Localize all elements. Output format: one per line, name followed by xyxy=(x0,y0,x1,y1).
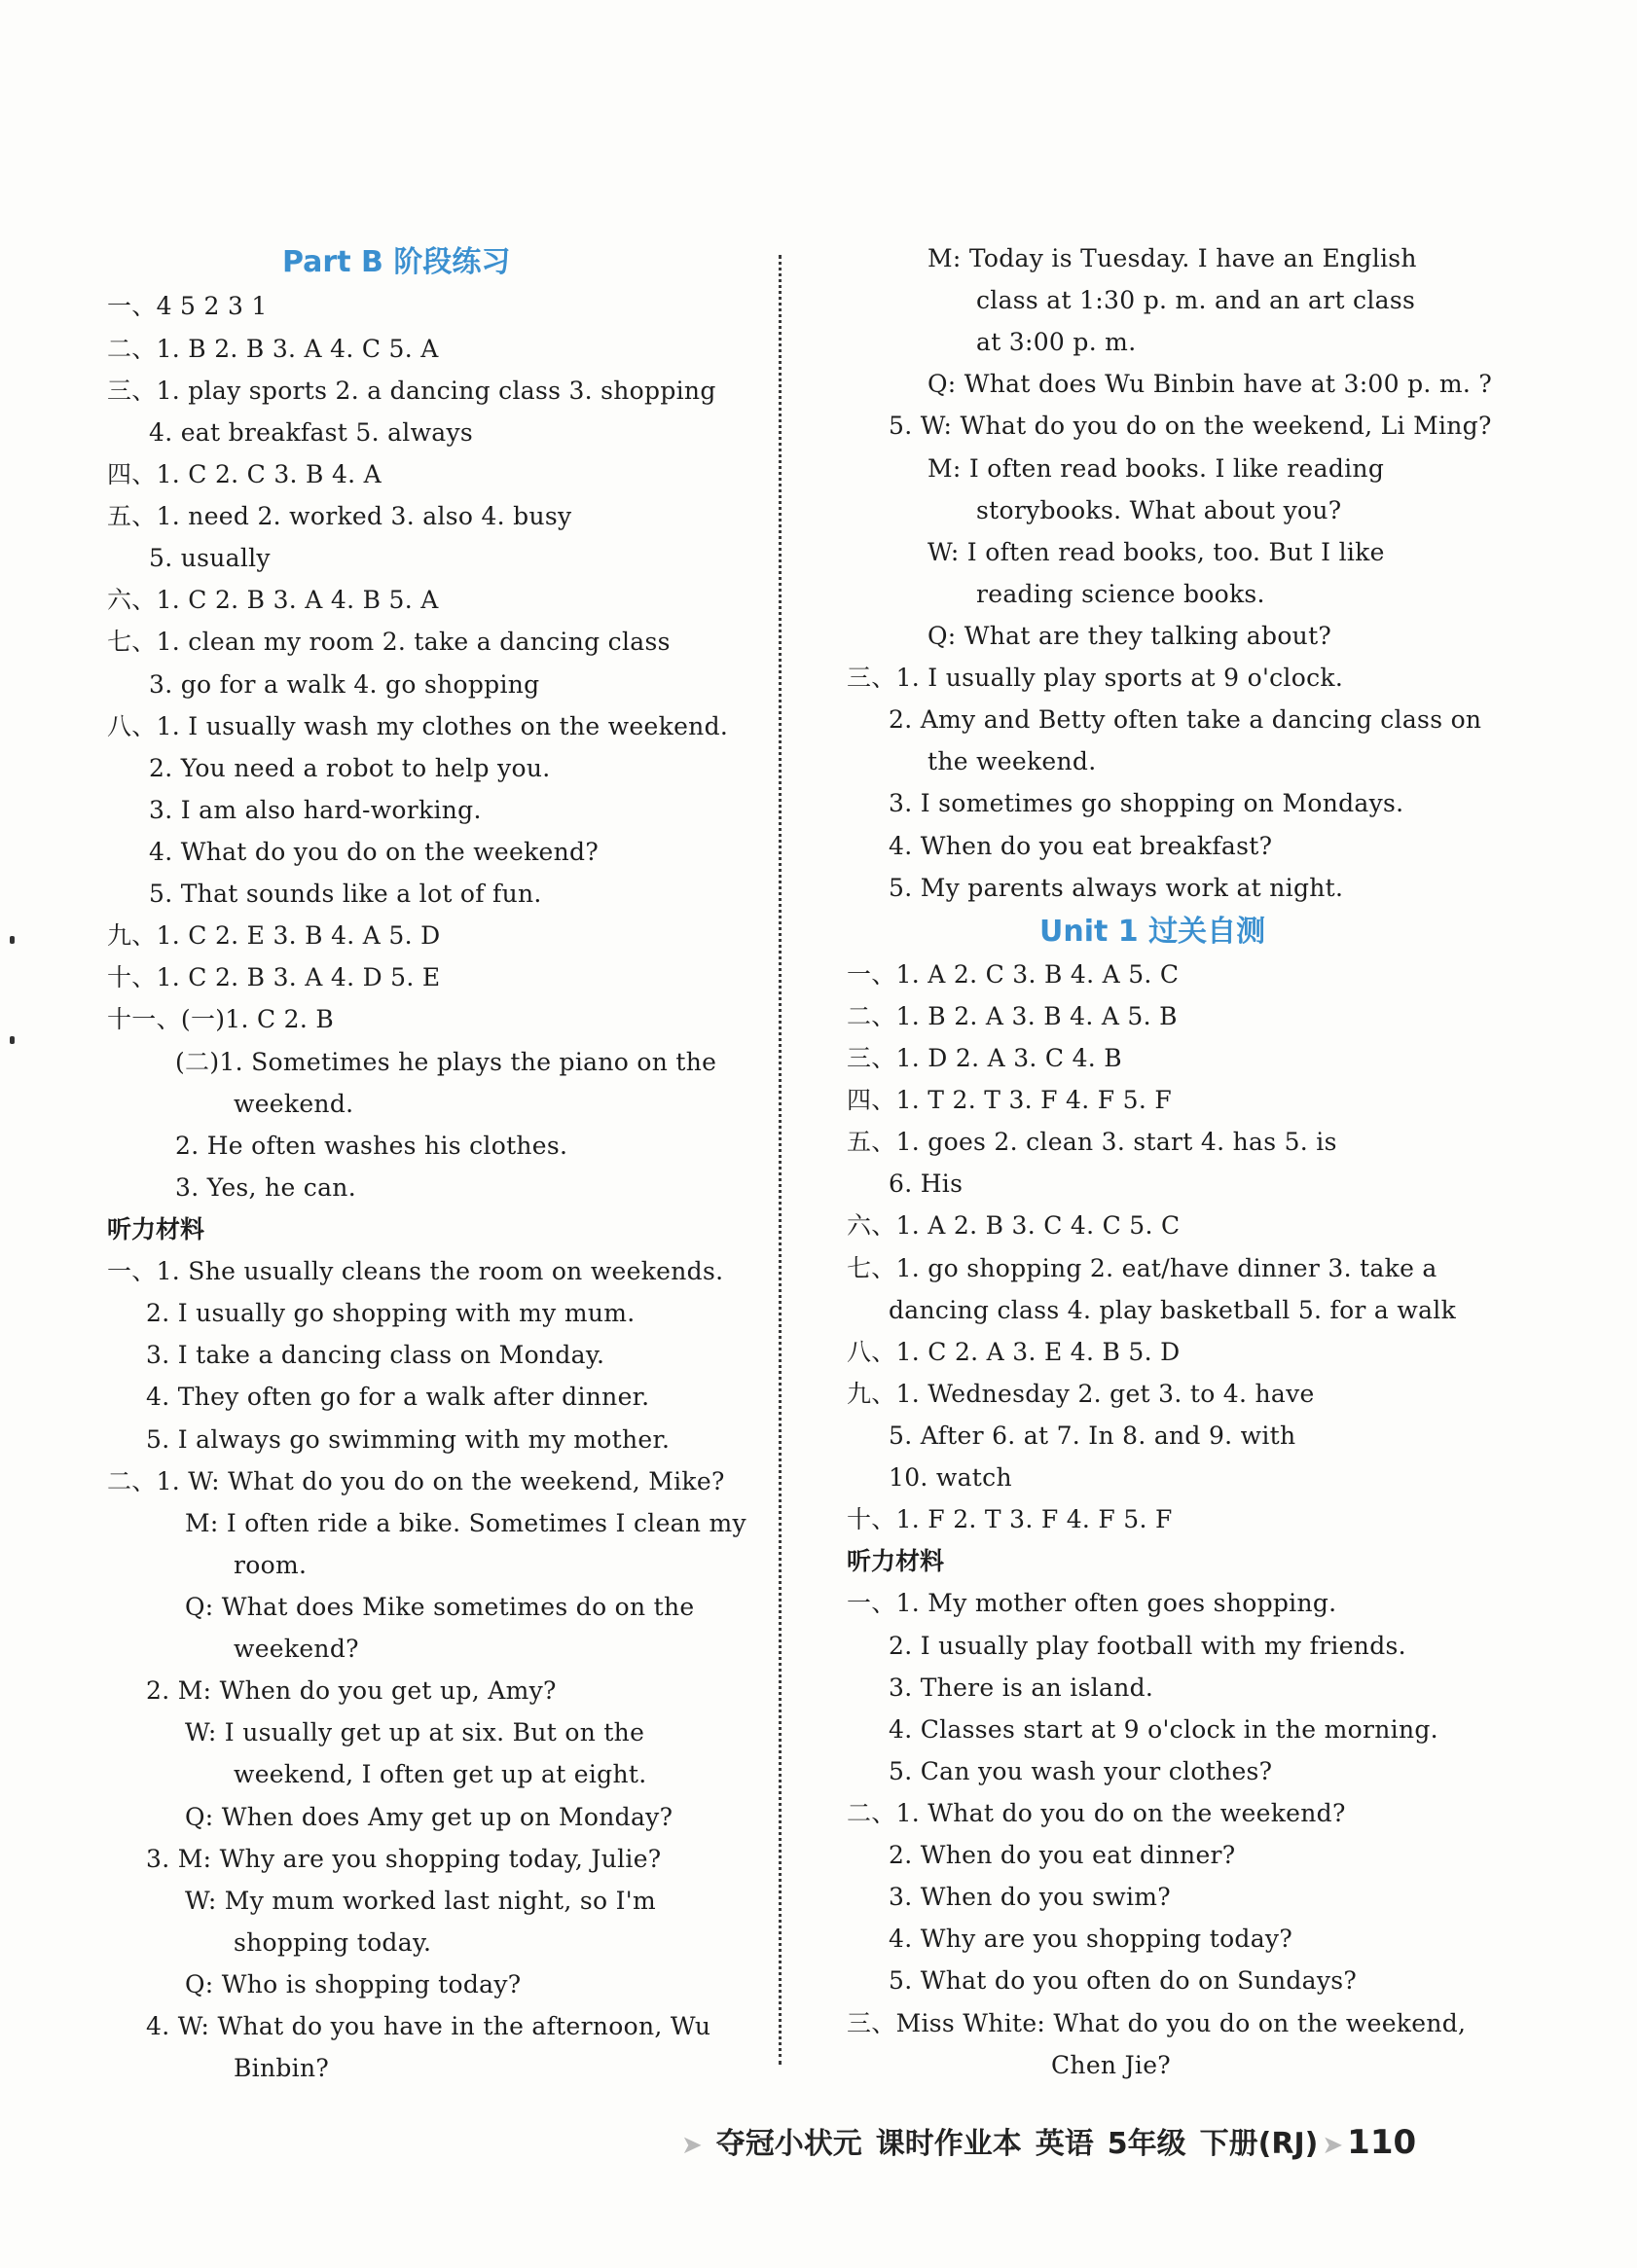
answer-line: 5. My parents always work at night. xyxy=(889,874,1344,902)
answer-line: weekend? xyxy=(234,1635,359,1663)
answer-line: 二、1. B 2. A 3. B 4. A 5. B xyxy=(847,1002,1178,1030)
answer-line: dancing class 4. play basketball 5. for a walk xyxy=(889,1296,1457,1324)
answer-line: 一、4 5 2 3 1 xyxy=(107,292,268,320)
page-number: 110 xyxy=(1347,2123,1417,2162)
answer-line: 九、1. C 2. E 3. B 4. A 5. D xyxy=(107,921,441,950)
answer-line: 2. M: When do you get up, Amy? xyxy=(146,1676,557,1705)
listening-material-heading: 听力材料 xyxy=(107,1215,205,1243)
answer-line: room. xyxy=(234,1551,308,1579)
answer-line: 一、1. She usually cleans the room on weekends. xyxy=(107,1257,724,1285)
answer-line: 二、1. What do you do on the weekend? xyxy=(847,1799,1346,1827)
answer-line: 2. He often washes his clothes. xyxy=(175,1132,568,1160)
answer-line: 5. After 6. at 7. In 8. and 9. with xyxy=(889,1422,1296,1450)
answer-line: 3. M: Why are you shopping today, Julie? xyxy=(146,1845,662,1873)
answer-line: W: I often read books, too. But I like xyxy=(928,538,1385,566)
answer-line: 三、Miss White: What do you do on the weekend, xyxy=(847,2009,1467,2037)
answer-line: at 3:00 p. m. xyxy=(976,328,1137,356)
answer-line: 4. Classes start at 9 o'clock in the morning. xyxy=(889,1715,1438,1744)
answer-line: 4. Why are you shopping today? xyxy=(889,1925,1293,1953)
answer-line: 4. W: What do you have in the afternoon, Wu xyxy=(146,2012,711,2040)
answer-line: weekend, I often get up at eight. xyxy=(234,1760,647,1788)
answer-line: 3. There is an island. xyxy=(889,1674,1154,1702)
scan-mark xyxy=(10,936,15,944)
answer-line: (二)1. Sometimes he plays the piano on the xyxy=(175,1048,717,1076)
answer-line: 2. I usually go shopping with my mum. xyxy=(146,1299,636,1327)
answer-line: 五、1. goes 2. clean 3. start 4. has 5. is xyxy=(847,1128,1337,1156)
answer-line: M: I often read books. I like reading xyxy=(928,454,1385,483)
answer-line: 五、1. need 2. worked 3. also 4. busy xyxy=(107,502,572,530)
answer-line: Q: When does Amy get up on Monday? xyxy=(185,1803,673,1831)
answer-line: 4. What do you do on the weekend? xyxy=(149,838,600,866)
answer-line: 六、1. C 2. B 3. A 4. B 5. A xyxy=(107,586,439,614)
footer-grade: 5年级 xyxy=(1107,2127,1186,2161)
answer-line: weekend. xyxy=(234,1090,354,1118)
answer-line: 九、1. Wednesday 2. get 3. to 4. have xyxy=(847,1380,1315,1408)
footer-subject: 英语 xyxy=(1035,2127,1094,2161)
answer-line: 5. Can you wash your clothes? xyxy=(889,1757,1273,1785)
answer-line: 2. You need a robot to help you. xyxy=(149,754,551,782)
footer-book: 课时作业本 xyxy=(875,2127,1022,2161)
answer-line: 5. usually xyxy=(149,544,271,572)
answer-line: 十一、(一)1. C 2. B xyxy=(107,1005,335,1033)
answer-line: 二、1. W: What do you do on the weekend, Mike? xyxy=(107,1467,725,1495)
answer-line: 六、1. A 2. B 3. C 4. C 5. C xyxy=(847,1211,1181,1240)
answer-line: 3. go for a walk 4. go shopping xyxy=(149,670,540,699)
answer-line: Q: What are they talking about? xyxy=(928,622,1332,650)
answer-line: 6. His xyxy=(889,1170,964,1198)
answer-line: Chen Jie? xyxy=(1051,2051,1171,2079)
column-divider xyxy=(779,255,782,2065)
answer-line: 一、1. My mother often goes shopping. xyxy=(847,1589,1337,1617)
answer-line: 3. I sometimes go shopping on Mondays. xyxy=(889,789,1404,817)
answer-line: 2. I usually play football with my friends. xyxy=(889,1632,1406,1660)
section-title-part-b: Part B 阶段练习 xyxy=(282,245,511,279)
answer-line: 一、1. A 2. C 3. B 4. A 5. C xyxy=(847,960,1180,989)
answer-line: 三、1. I usually play sports at 9 o'clock. xyxy=(847,664,1344,692)
answer-line: 4. They often go for a walk after dinner. xyxy=(146,1383,650,1411)
page-footer xyxy=(681,2121,1430,2167)
answer-line: 七、1. go shopping 2. eat/have dinner 3. take a xyxy=(847,1254,1437,1282)
answer-line: 5. That sounds like a lot of fun. xyxy=(149,880,542,908)
answer-line: M: Today is Tuesday. I have an English xyxy=(928,244,1417,272)
answer-line: Q: What does Wu Binbin have at 3:00 p. m. ? xyxy=(928,370,1493,398)
answer-line: W: I usually get up at six. But on the xyxy=(185,1718,645,1746)
answer-line: 3. Yes, he can. xyxy=(175,1173,356,1202)
answer-line: class at 1:30 p. m. and an art class xyxy=(976,286,1416,314)
answer-line: 3. I am also hard-working. xyxy=(149,796,482,824)
footer-brand: 夺冠小状元 xyxy=(715,2127,862,2161)
answer-line: storybooks. What about you? xyxy=(976,496,1342,524)
answer-line: Q: What does Mike sometimes do on the xyxy=(185,1593,695,1621)
answer-line: Binbin? xyxy=(234,2054,330,2082)
answer-line: 二、1. B 2. B 3. A 4. C 5. A xyxy=(107,335,439,363)
answer-line: W: My mum worked last night, so I'm xyxy=(185,1887,656,1915)
answer-line: 4. eat breakfast 5. always xyxy=(149,418,474,447)
answer-line: 3. I take a dancing class on Monday. xyxy=(146,1341,605,1369)
listening-material-heading: 听力材料 xyxy=(847,1547,945,1575)
answer-line: the weekend. xyxy=(928,747,1097,775)
answer-line: 七、1. clean my room 2. take a dancing class xyxy=(107,628,671,656)
answer-line: 八、1. C 2. A 3. E 4. B 5. D xyxy=(847,1338,1181,1366)
answer-line: 10. watch xyxy=(889,1463,1012,1492)
answer-line: 三、1. play sports 2. a dancing class 3. shopping xyxy=(107,377,716,405)
answer-line: M: I often ride a bike. Sometimes I clean my xyxy=(185,1509,746,1537)
answer-line: 三、1. D 2. A 3. C 4. B xyxy=(847,1044,1122,1072)
answer-line: 2. Amy and Betty often take a dancing class on xyxy=(889,705,1482,734)
answer-line: 四、1. C 2. C 3. B 4. A xyxy=(107,460,382,488)
answer-line: Q: Who is shopping today? xyxy=(185,1970,522,1998)
answer-line: 八、1. I usually wash my clothes on the weekend. xyxy=(107,712,729,740)
answer-line: 5. W: What do you do on the weekend, Li Ming? xyxy=(889,412,1492,440)
answer-line: 十、1. C 2. B 3. A 4. D 5. E xyxy=(107,963,441,991)
answer-line: 四、1. T 2. T 3. F 4. F 5. F xyxy=(847,1086,1172,1114)
answer-line: 4. When do you eat breakfast? xyxy=(889,832,1273,860)
answer-line: 5. I always go swimming with my mother. xyxy=(146,1425,671,1454)
answer-line: reading science books. xyxy=(976,580,1265,608)
scan-mark xyxy=(10,1036,15,1044)
answer-line: 5. What do you often do on Sundays? xyxy=(889,1966,1358,1995)
answer-line: 2. When do you eat dinner? xyxy=(889,1841,1236,1869)
answer-line: 十、1. F 2. T 3. F 4. F 5. F xyxy=(847,1505,1173,1533)
footer-arrow-right-icon: ➤ xyxy=(1322,2131,1344,2160)
footer-volume: 下册(RJ) xyxy=(1199,2127,1319,2161)
section-title-unit-1: Unit 1 过关自测 xyxy=(1039,915,1266,949)
answer-line: 3. When do you swim? xyxy=(889,1883,1171,1911)
footer-arrow-left-icon: ➤ xyxy=(681,2131,703,2160)
answer-line: shopping today. xyxy=(234,1928,432,1957)
